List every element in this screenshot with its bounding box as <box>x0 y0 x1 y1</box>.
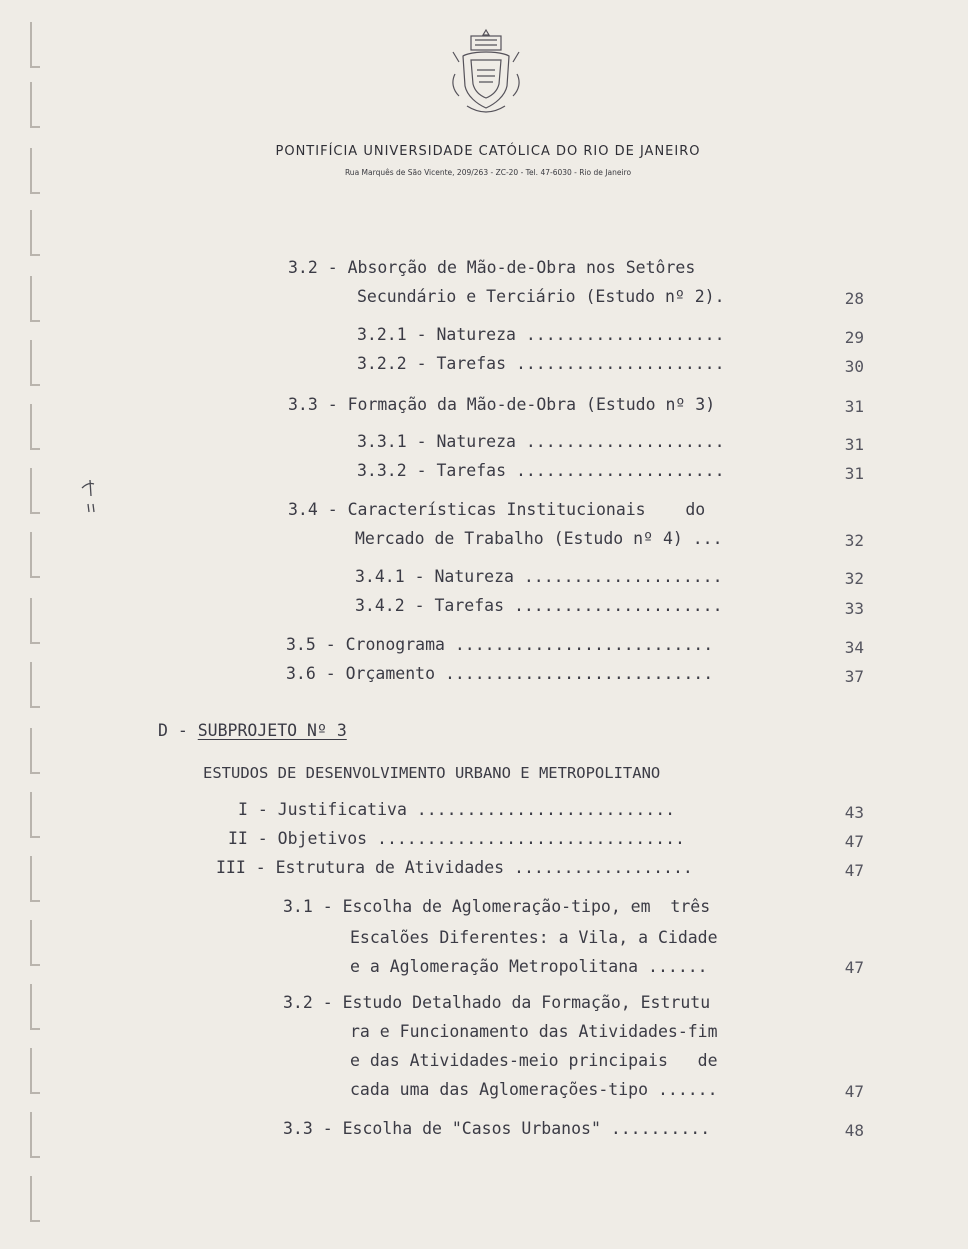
page-number: 29 <box>844 328 864 347</box>
binding-mark <box>26 1176 40 1222</box>
toc-entry-3-4-1: 3.4.1 - Natureza .................... <box>355 567 723 586</box>
binding-mark <box>26 468 40 514</box>
toc-entry-3-2-urban: 3.2 - Estudo Detalhado da Formação, Estrutu <box>283 993 711 1012</box>
section-heading <box>158 721 347 741</box>
toc-entry-3-3-2: 3.3.2 - Tarefas ..................... <box>357 461 725 480</box>
toc-entry-3-2-urban-cont: e das Atividades-meio principais de <box>350 1051 718 1070</box>
page-number: 32 <box>844 531 864 550</box>
toc-entry-3-4-2: 3.4.2 - Tarefas ..................... <box>355 596 723 615</box>
page-number: 43 <box>844 803 864 822</box>
section-prefix: D - <box>158 721 198 740</box>
toc-entry-3-2-cont: Secundário e Terciário (Estudo nº 2). <box>357 287 725 306</box>
toc-entry-3-5: 3.5 - Cronograma .......................... <box>286 635 714 654</box>
page-number: 48 <box>844 1121 864 1140</box>
binding-mark <box>26 920 40 966</box>
binding-mark <box>26 984 40 1030</box>
toc-entry-3-2-2: 3.2.2 - Tarefas ..................... <box>357 354 725 373</box>
binding-mark <box>26 598 40 644</box>
toc-entry-3-1-cont: e a Aglomeração Metropolitana ...... <box>350 957 708 976</box>
binding-mark <box>26 22 40 68</box>
toc-entry-3-2-1: 3.2.1 - Natureza .................... <box>357 325 725 344</box>
binding-mark <box>26 82 40 128</box>
page-number: 33 <box>844 599 864 618</box>
institution-name: PONTIFÍCIA UNIVERSIDADE CATÓLICA DO RIO DE JANEIRO <box>275 144 701 159</box>
binding-mark <box>26 1112 40 1158</box>
section-subtitle: ESTUDOS DE DESENVOLVIMENTO URBANO E METROPOLITANO <box>203 764 661 782</box>
page-number: 32 <box>844 569 864 588</box>
toc-entry-3-2: 3.2 - Absorção de Mão-de-Obra nos Setôres <box>288 258 696 277</box>
binding-mark <box>26 210 40 256</box>
page-number: 47 <box>844 1082 864 1101</box>
binding-mark <box>26 662 40 708</box>
toc-entry-3-6: 3.6 - Orçamento ........................... <box>286 664 714 683</box>
toc-entry-3-3-1: 3.3.1 - Natureza .................... <box>357 432 725 451</box>
section-title: SUBPROJETO Nº 3 <box>197 721 347 740</box>
page-number: 47 <box>844 832 864 851</box>
binding-mark <box>26 728 40 774</box>
institution-address: Rua Marquês de São Vicente, 209/263 - ZC-20 - Tel. 47-6030 - Rio de Janeiro <box>344 168 632 177</box>
page-number: 47 <box>844 861 864 880</box>
toc-entry-3-1-cont: Escalões Diferentes: a Vila, a Cidade <box>350 928 718 947</box>
handwritten-mark <box>78 474 102 514</box>
toc-entry-3-2-urban-cont: cada uma das Aglomerações-tipo ...... <box>350 1080 718 1099</box>
toc-entry-3-4-cont: Mercado de Trabalho (Estudo nº 4) ... <box>355 529 723 548</box>
page-number: 47 <box>844 958 864 977</box>
binding-mark <box>26 340 40 386</box>
toc-entry-3-3-urban: 3.3 - Escolha de "Casos Urbanos" .......... <box>283 1119 711 1138</box>
page-number: 31 <box>844 464 864 483</box>
binding-mark <box>26 404 40 450</box>
toc-entry-3-4: 3.4 - Características Institucionais do <box>288 500 706 519</box>
binding-mark <box>26 1048 40 1094</box>
toc-entry-3-2-urban-cont: ra e Funcionamento das Atividades-fim <box>350 1022 718 1041</box>
toc-entry-objetivos: II - Objetivos ............................... <box>228 829 685 848</box>
page-number: 31 <box>844 397 864 416</box>
binding-mark <box>26 792 40 838</box>
binding-mark <box>26 276 40 322</box>
toc-entry-3-1: 3.1 - Escolha de Aglomeração-tipo, em três <box>283 897 711 916</box>
page-number: 34 <box>844 638 864 657</box>
page-number: 28 <box>844 289 864 308</box>
toc-entry-estrutura: III - Estrutura de Atividades .................. <box>216 858 693 877</box>
binding-mark <box>26 532 40 578</box>
page-number: 37 <box>844 667 864 686</box>
toc-entry-3-3: 3.3 - Formação da Mão-de-Obra (Estudo nº 3) <box>288 395 716 414</box>
university-seal-icon <box>449 26 523 116</box>
page-number: 31 <box>844 435 864 454</box>
binding-mark <box>26 856 40 902</box>
toc-entry-justificativa: I - Justificativa .......................... <box>238 800 676 819</box>
page-number: 30 <box>844 357 864 376</box>
